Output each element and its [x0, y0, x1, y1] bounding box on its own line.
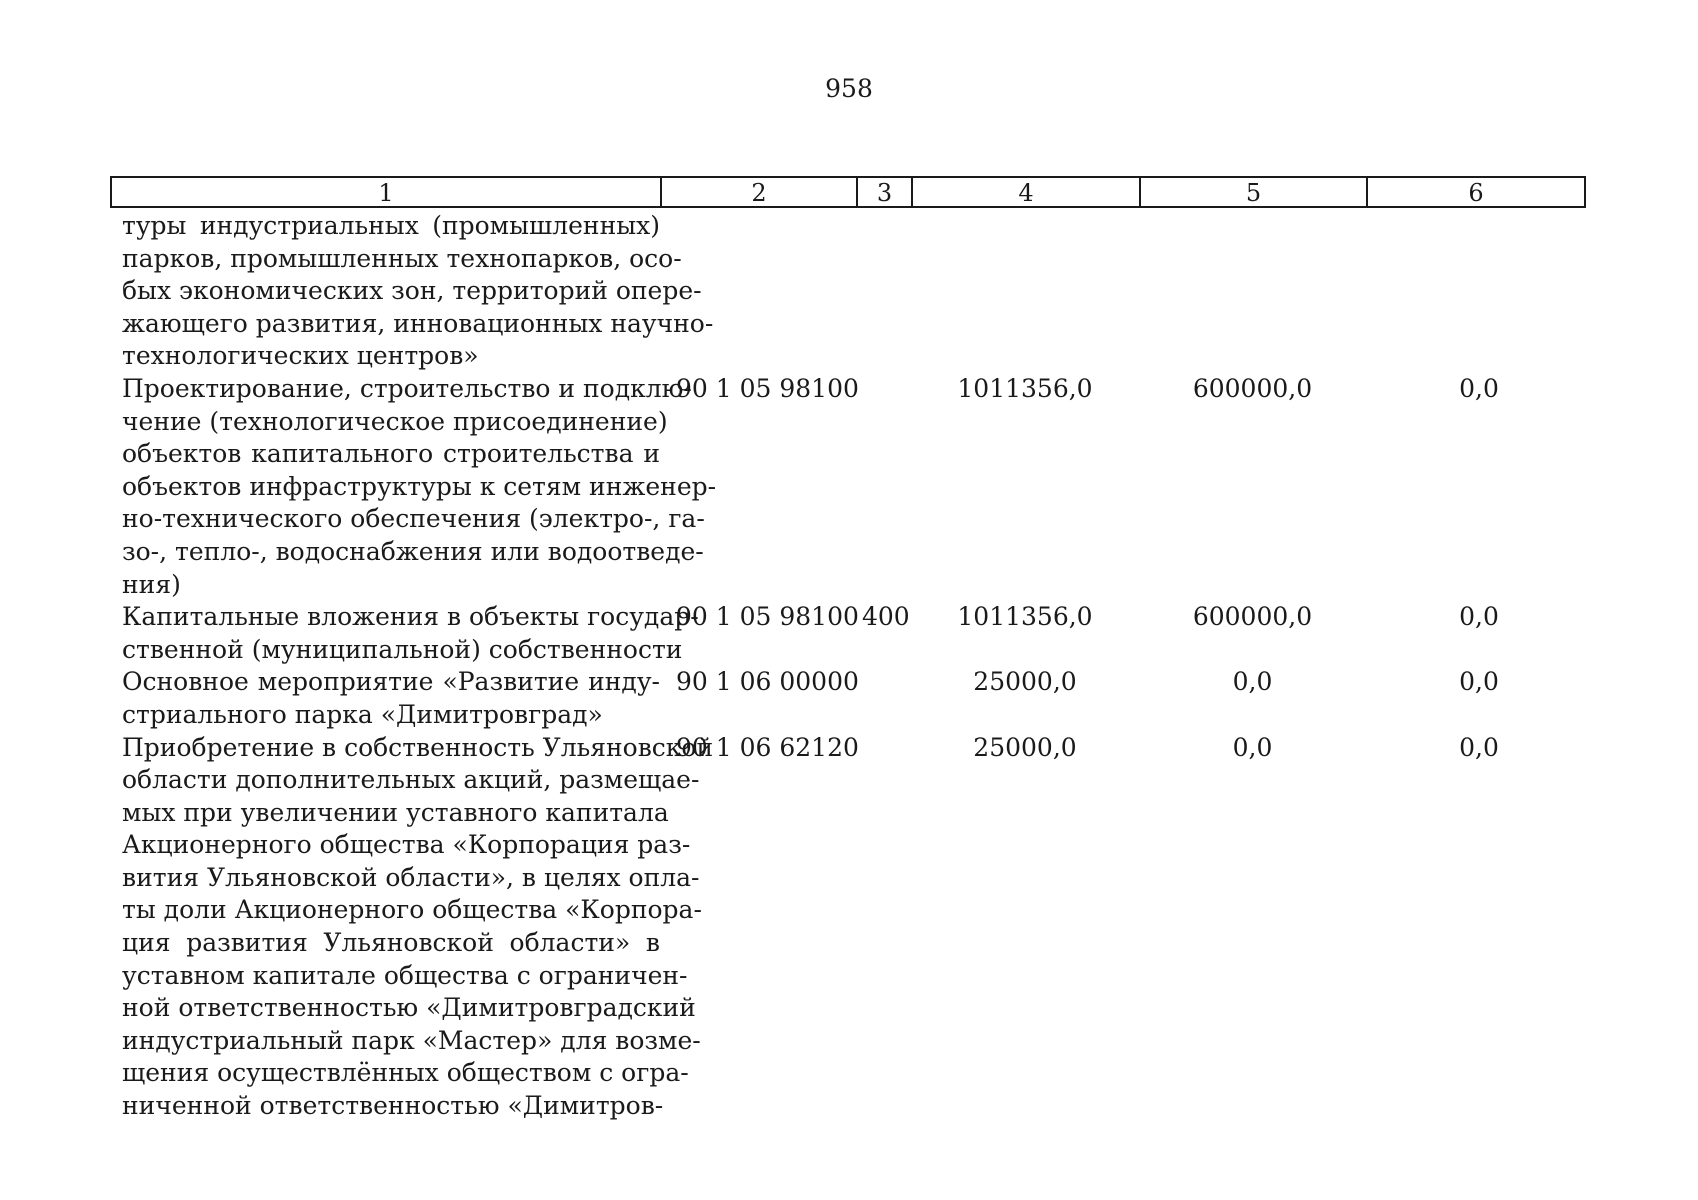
- header-cell-3: 3: [858, 178, 913, 206]
- description-line: области дополнительных акций, размещае-: [122, 765, 700, 795]
- row-code: 90 1 06 62120: [676, 732, 859, 762]
- description-line: ты доли Акционерного общества «Корпора-: [122, 895, 702, 925]
- row-code: 90 1 05 98100: [676, 373, 859, 403]
- row-type: [856, 666, 911, 731]
- row-value-5: 0,0: [1232, 667, 1273, 697]
- header-cell-2: 2: [662, 178, 858, 206]
- row-value-5: 600000,0: [1192, 373, 1313, 403]
- table-row: [110, 666, 1586, 731]
- row-type: [856, 373, 911, 601]
- row-type: 400: [862, 602, 910, 632]
- row-description: [110, 210, 714, 373]
- row-value-5: [1139, 210, 1366, 373]
- description-line: Приобретение в собственность Ульяновской: [122, 732, 714, 762]
- table-row: [110, 732, 1586, 1123]
- table-header: [110, 176, 1586, 208]
- table-row: [110, 601, 1586, 666]
- description-line: парков, промышленных технопарков, осо-: [122, 243, 682, 273]
- description-line: Капитальные вложения в объекты государ-: [122, 602, 699, 632]
- table-row: [110, 373, 1586, 601]
- description-line: Акционерного общества «Корпорация раз-: [122, 830, 691, 860]
- header-cell-4: 4: [913, 178, 1141, 206]
- description-line: объектов инфраструктуры к сетям инженер-: [122, 471, 717, 501]
- row-value-6: 0,0: [1459, 602, 1499, 632]
- row-value-5: 600000,0: [1192, 602, 1313, 632]
- row-code: 90 1 06 00000: [676, 667, 859, 697]
- row-description: [110, 601, 699, 666]
- row-description: [110, 666, 660, 731]
- description-line: туры индустриальных (промышленных): [122, 211, 660, 240]
- description-line: бых экономических зон, территорий опере-: [122, 276, 702, 306]
- page-number: 958: [825, 74, 873, 103]
- description-line: щения осуществлённых обществом с огра-: [122, 1058, 689, 1088]
- row-value-4: 1011356,0: [957, 373, 1093, 403]
- description-line: Основное мероприятие «Развитие инду-: [122, 667, 660, 697]
- description-line: объектов капитального строительства и: [122, 439, 660, 469]
- row-value-4: 25000,0: [973, 732, 1077, 762]
- row-description: [110, 732, 714, 1123]
- description-line: стриального парка «Димитровград»: [122, 699, 603, 729]
- row-value-6: [1366, 210, 1582, 373]
- description-line: жающего развития, инновационных научно-: [122, 308, 714, 338]
- description-line: чение (технологическое присоединение): [122, 406, 668, 436]
- description-line: ственной (муниципальной) собственности: [122, 634, 683, 664]
- row-type: [856, 210, 911, 373]
- row-value-6: 0,0: [1459, 732, 1499, 762]
- table-row: [110, 210, 1586, 373]
- description-line: зо-, тепло-, водоснабжения или водоотведе-: [122, 536, 704, 566]
- description-line: мых при увеличении уставного капитала: [122, 797, 669, 827]
- description-line: уставном капитале общества с ограничен-: [122, 960, 688, 990]
- description-line: ниченной ответственностью «Димитров-: [122, 1091, 664, 1121]
- row-code: 90 1 05 98100: [676, 602, 859, 632]
- description-line: но-технического обеспечения (электро-, га-: [122, 504, 705, 534]
- header-cell-5: 5: [1141, 178, 1368, 206]
- description-line: вития Ульяновской области», в целях опла-: [122, 862, 700, 892]
- description-line: Проектирование, строительство и подклю-: [122, 373, 692, 403]
- row-value-6: 0,0: [1459, 373, 1499, 403]
- row-value-4: [911, 210, 1139, 373]
- header-cell-6: 6: [1468, 179, 1484, 207]
- row-value-4: 25000,0: [973, 667, 1077, 697]
- description-line: технологических центров»: [122, 341, 479, 371]
- description-line: ной ответственностью «Димитровградский: [122, 993, 696, 1023]
- row-code: [660, 210, 856, 373]
- row-value-4: 1011356,0: [957, 602, 1093, 632]
- header-cell-1: 1: [112, 178, 662, 206]
- row-value-5: 0,0: [1232, 732, 1273, 762]
- row-type: [856, 732, 911, 1123]
- row-description: [110, 373, 717, 601]
- table-body: [110, 210, 1586, 1123]
- description-line: ция развития Ульяновской области» в: [122, 928, 660, 958]
- description-line: индустриальный парк «Мастер» для возме-: [122, 1025, 701, 1055]
- description-line: ния): [122, 569, 181, 599]
- row-value-6: 0,0: [1459, 667, 1499, 697]
